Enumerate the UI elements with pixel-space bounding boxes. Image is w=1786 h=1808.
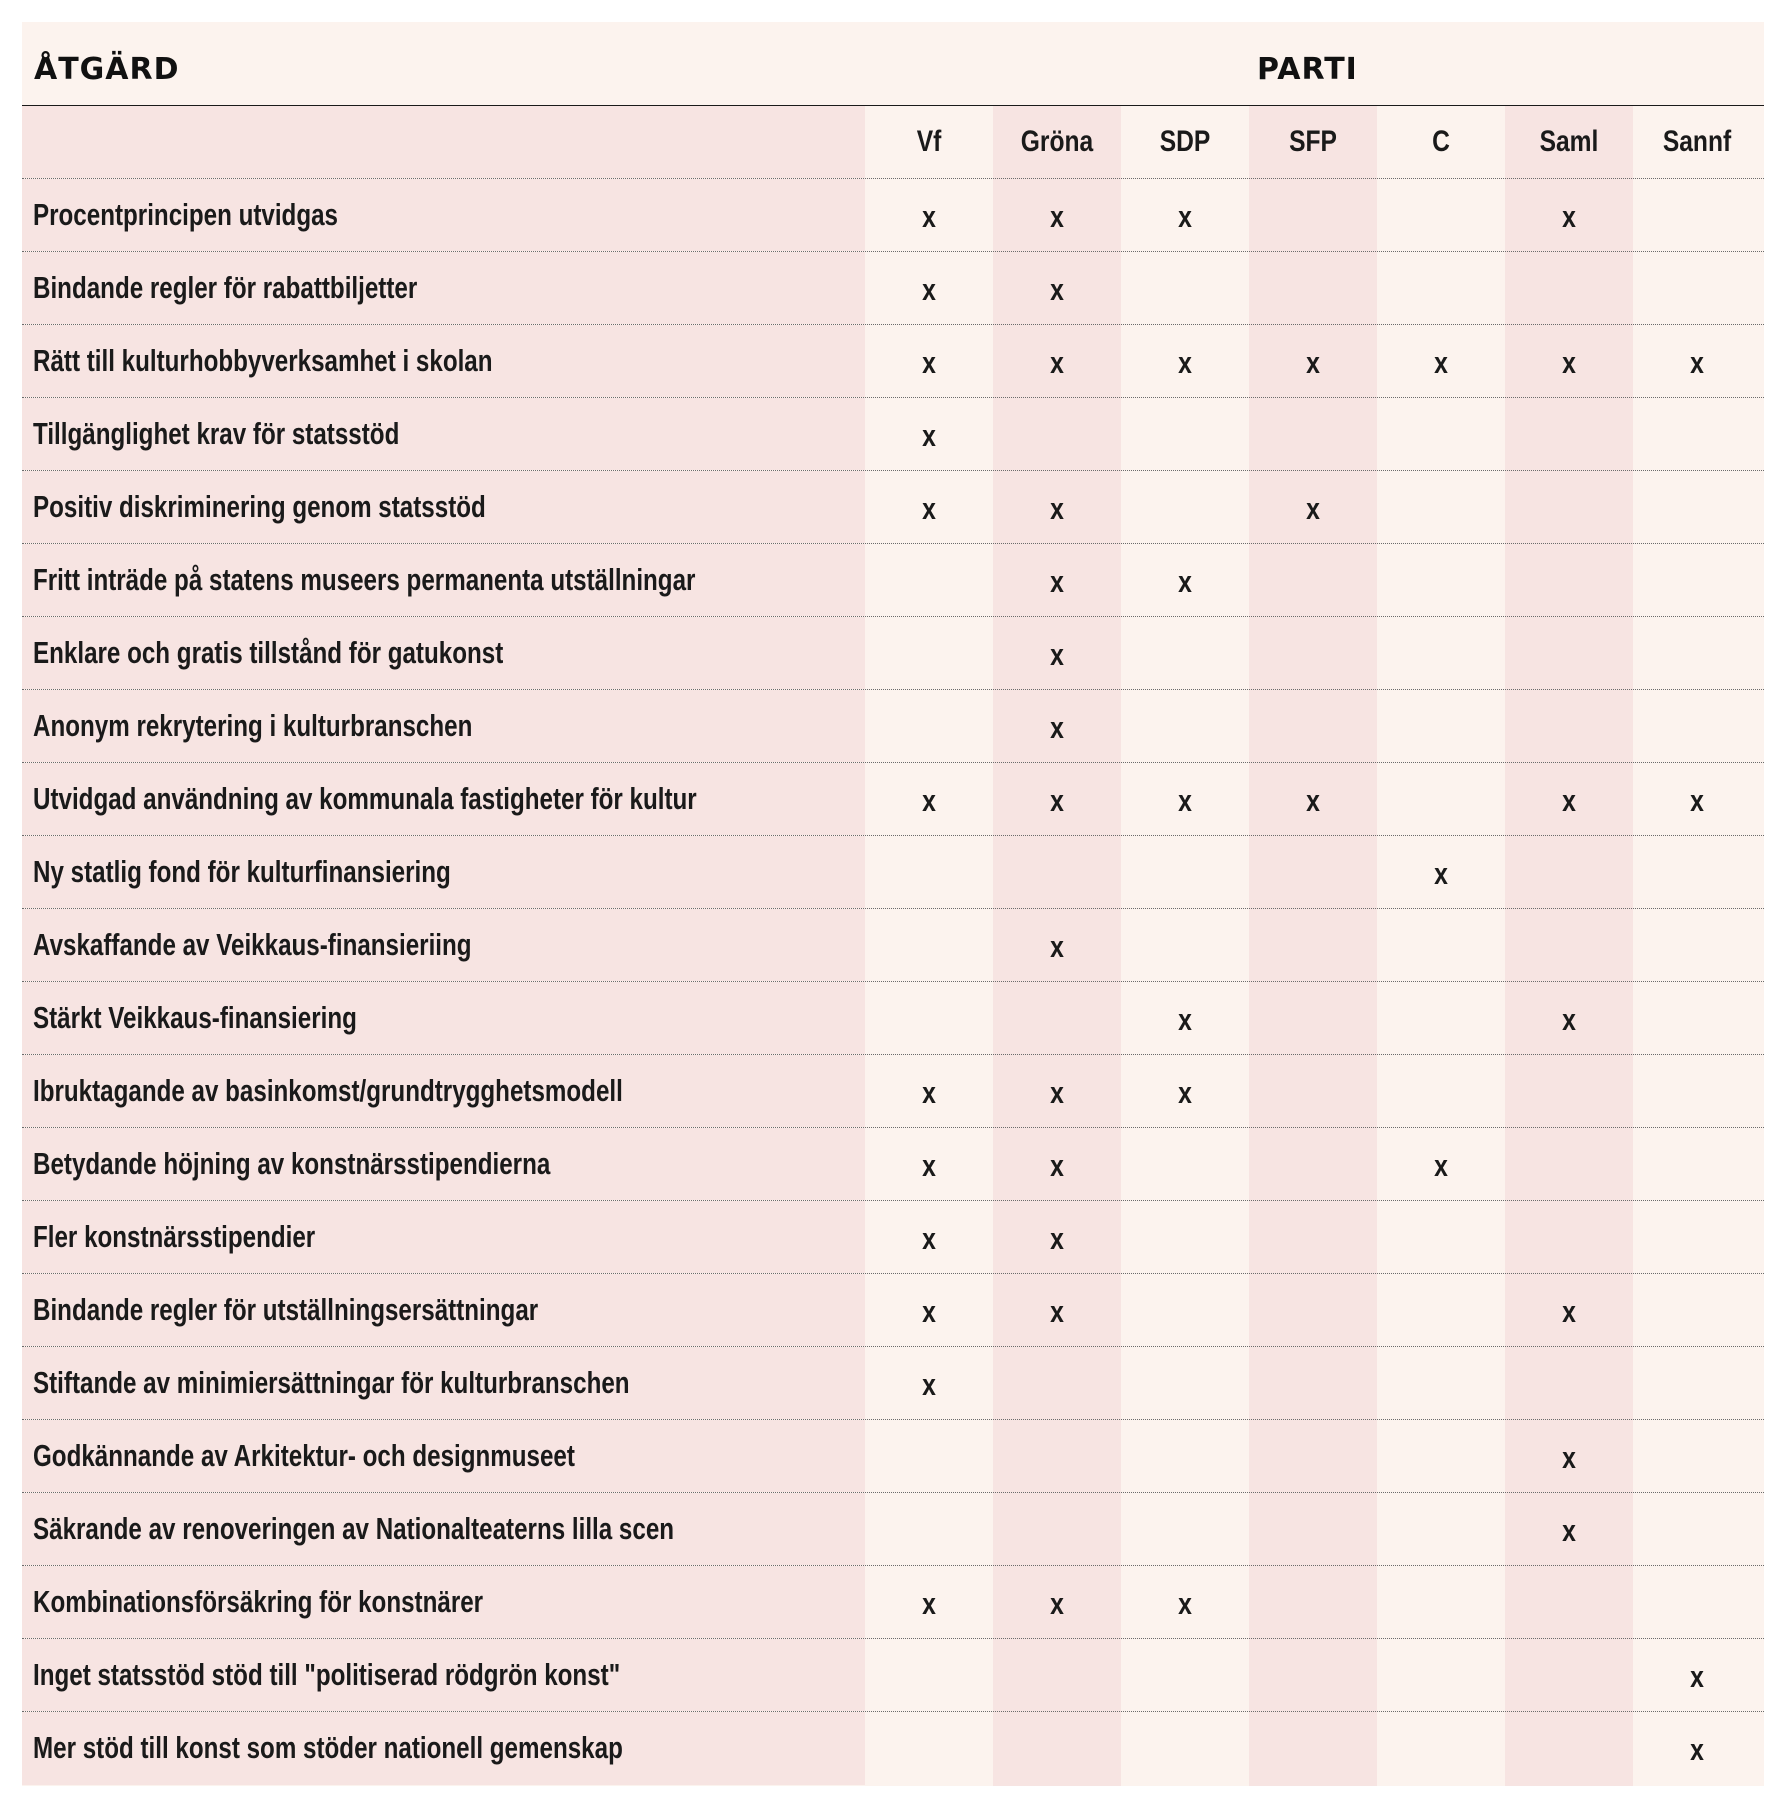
support-mark-gröna: x: [1050, 1075, 1064, 1110]
support-mark-saml: x: [1562, 199, 1576, 234]
support-mark-vf: x: [922, 1221, 936, 1256]
table-row: [22, 1274, 1764, 1347]
table-row: [22, 1566, 1764, 1639]
support-mark-gröna: x: [1050, 1221, 1064, 1256]
support-mark-vf: x: [922, 1586, 936, 1621]
support-mark-gröna: x: [1050, 564, 1064, 599]
measure-label: Avskaffande av Veikkaus-finansieriing: [33, 927, 472, 962]
table-row: [22, 179, 1764, 252]
table-row: [22, 544, 1764, 617]
support-mark-c: x: [1434, 345, 1448, 380]
table-row: [22, 252, 1764, 325]
support-mark-saml: x: [1562, 1294, 1576, 1329]
table-row: [22, 325, 1764, 398]
support-mark-sfp: x: [1306, 783, 1320, 818]
table-row: [22, 1347, 1764, 1420]
support-mark-sdp: x: [1178, 783, 1192, 818]
support-mark-sfp: x: [1306, 345, 1320, 380]
support-mark-vf: x: [922, 1367, 936, 1402]
measure-label: Stärkt Veikkaus-finansiering: [33, 1000, 357, 1035]
measure-label: Utvidgad användning av kommunala fastigheter för kultur: [33, 781, 697, 816]
support-mark-sdp: x: [1178, 1075, 1192, 1110]
support-mark-saml: x: [1562, 783, 1576, 818]
party-measures-table: [22, 22, 1764, 1786]
measure-label: Rätt till kulturhobbyverksamhet i skolan: [33, 343, 493, 378]
measure-label: Procentprincipen utvidgas: [33, 197, 338, 232]
measure-label: Positiv diskriminering genom statsstöd: [33, 489, 486, 524]
support-mark-sdp: x: [1178, 1586, 1192, 1621]
table-title-row: [22, 22, 1764, 106]
measure-label: Godkännande av Arkitektur- och designmuseet: [33, 1438, 575, 1473]
measure-label: Fritt inträde på statens museers permanenta utställningar: [33, 562, 696, 597]
support-mark-gröna: x: [1050, 710, 1064, 745]
measure-label: Anonym rekrytering i kulturbranschen: [33, 708, 473, 743]
table-row: [22, 690, 1764, 763]
support-mark-vf: x: [922, 1148, 936, 1183]
measure-label: Inget statsstöd stöd till "politiserad rödgrön konst": [33, 1657, 621, 1692]
party-header-gröna: Gröna: [1020, 125, 1094, 158]
party-header-sannf: Sannf: [1662, 125, 1732, 158]
measure-label: Fler konstnärsstipendier: [33, 1219, 316, 1254]
table-row: [22, 1639, 1764, 1712]
support-mark-saml: x: [1562, 1002, 1576, 1037]
measure-label: Mer stöd till konst som stöder nationell gemenskap: [33, 1730, 623, 1765]
support-mark-sdp: x: [1178, 199, 1192, 234]
party-header-saml: Saml: [1539, 125, 1599, 158]
support-mark-vf: x: [922, 783, 936, 818]
support-mark-sdp: x: [1178, 345, 1192, 380]
party-header-sfp: SFP: [1289, 125, 1337, 158]
support-mark-saml: x: [1562, 345, 1576, 380]
measure-label: Betydande höjning av konstnärsstipendierna: [33, 1146, 551, 1181]
measure-label: Säkrande av renoveringen av Nationalteaterns lilla scen: [33, 1511, 675, 1546]
support-mark-sannf: x: [1690, 345, 1704, 380]
table-row: [22, 471, 1764, 544]
party-header-row: [22, 106, 1764, 179]
support-mark-gröna: x: [1050, 491, 1064, 526]
party-header-c: C: [1432, 125, 1450, 158]
measure-label: Ny statlig fond för kulturfinansiering: [33, 854, 451, 889]
support-mark-c: x: [1434, 856, 1448, 891]
support-mark-vf: x: [922, 418, 936, 453]
measure-label: Tillgänglighet krav för statsstöd: [33, 416, 400, 451]
table-row: [22, 909, 1764, 982]
table-row: [22, 836, 1764, 909]
support-mark-gröna: x: [1050, 272, 1064, 307]
support-mark-vf: x: [922, 1075, 936, 1110]
table-row: [22, 1055, 1764, 1128]
support-mark-vf: x: [922, 345, 936, 380]
support-mark-gröna: x: [1050, 929, 1064, 964]
table-row: [22, 398, 1764, 471]
support-mark-gröna: x: [1050, 345, 1064, 380]
support-mark-gröna: x: [1050, 783, 1064, 818]
measure-label: Kombinationsförsäkring för konstnärer: [33, 1584, 484, 1619]
support-mark-gröna: x: [1050, 199, 1064, 234]
support-mark-sdp: x: [1178, 564, 1192, 599]
support-mark-gröna: x: [1050, 1148, 1064, 1183]
parti-column-title: PARTI: [1257, 52, 1358, 87]
table-row: [22, 1201, 1764, 1274]
measure-label: Ibruktagande av basinkomst/grundtrygghetsmodell: [33, 1073, 623, 1108]
label-column-background: [22, 106, 865, 178]
support-mark-sannf: x: [1690, 1659, 1704, 1694]
measure-label: Stiftande av minimiersättningar för kulturbranschen: [33, 1365, 630, 1400]
party-header-sdp: SDP: [1159, 125, 1211, 158]
support-mark-saml: x: [1562, 1440, 1576, 1475]
support-mark-sdp: x: [1178, 1002, 1192, 1037]
table-row: [22, 1420, 1764, 1493]
support-mark-vf: x: [922, 199, 936, 234]
support-mark-vf: x: [922, 491, 936, 526]
measure-label: Bindande regler för utställningsersättningar: [33, 1292, 539, 1327]
measure-label: Bindande regler för rabattbiljetter: [33, 270, 418, 305]
table-row: [22, 617, 1764, 690]
support-mark-vf: x: [922, 1294, 936, 1329]
support-mark-sfp: x: [1306, 491, 1320, 526]
party-header-vf: Vf: [916, 125, 942, 158]
table-row: [22, 982, 1764, 1055]
measure-label: Enklare och gratis tillstånd för gatukonst: [33, 635, 504, 670]
support-mark-saml: x: [1562, 1513, 1576, 1548]
support-mark-gröna: x: [1050, 1586, 1064, 1621]
support-mark-sannf: x: [1690, 1732, 1704, 1767]
table-row: [22, 1712, 1764, 1785]
support-mark-gröna: x: [1050, 637, 1064, 672]
atgard-column-title: ÅTGÄRD: [34, 52, 180, 87]
support-mark-gröna: x: [1050, 1294, 1064, 1329]
support-mark-c: x: [1434, 1148, 1448, 1183]
table-row: [22, 763, 1764, 836]
table-row: [22, 1128, 1764, 1201]
support-mark-sannf: x: [1690, 783, 1704, 818]
table-row: [22, 1493, 1764, 1566]
support-mark-vf: x: [922, 272, 936, 307]
